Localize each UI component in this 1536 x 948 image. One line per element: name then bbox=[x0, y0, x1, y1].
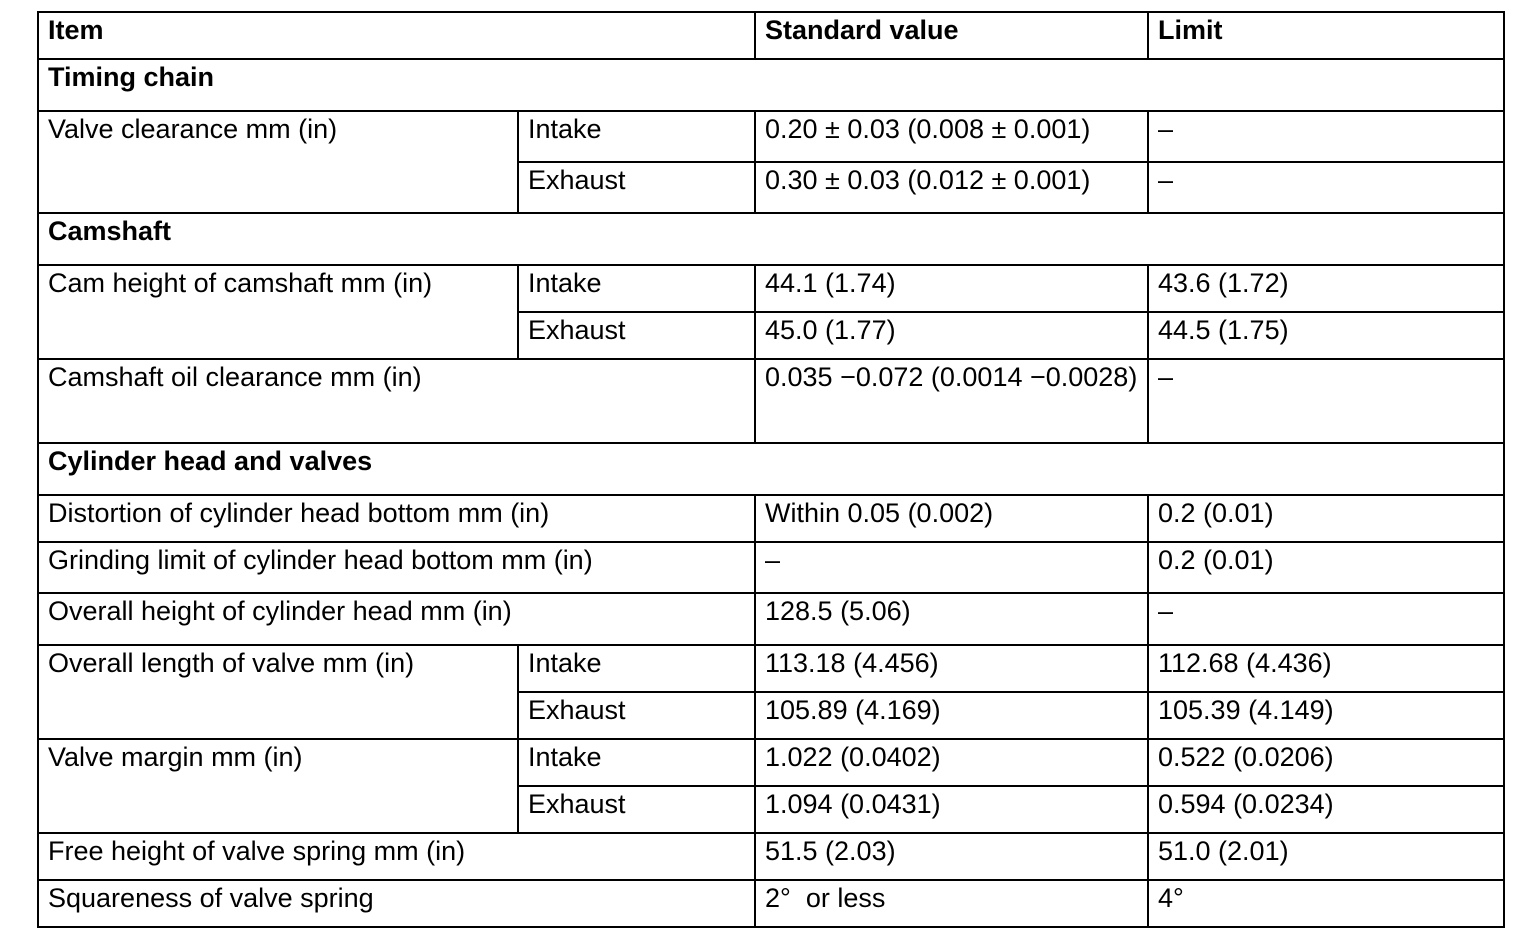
row-label: Cam height of camshaft mm (in) bbox=[38, 265, 518, 359]
table-row bbox=[38, 593, 1504, 645]
table-row bbox=[38, 495, 1504, 542]
row-limit: 51.0 (2.01) bbox=[1148, 833, 1504, 880]
section-title: Camshaft bbox=[38, 213, 1504, 265]
row-standard-value: 45.0 (1.77) bbox=[755, 312, 1148, 359]
row-sub-label: Exhaust bbox=[518, 162, 755, 213]
table-row bbox=[38, 645, 1504, 692]
table-row bbox=[38, 111, 1504, 162]
row-label: Overall height of cylinder head mm (in) bbox=[38, 593, 755, 645]
header-limit: Limit bbox=[1148, 12, 1504, 59]
table-row bbox=[38, 265, 1504, 312]
row-standard-value: 1.094 (0.0431) bbox=[755, 786, 1148, 833]
row-standard-value: – bbox=[755, 542, 1148, 593]
row-standard-value: 1.022 (0.0402) bbox=[755, 739, 1148, 786]
row-limit: 105.39 (4.149) bbox=[1148, 692, 1504, 739]
row-label: Valve clearance mm (in) bbox=[38, 111, 518, 213]
row-sub-label: Intake bbox=[518, 645, 755, 692]
row-limit: – bbox=[1148, 111, 1504, 162]
table-row bbox=[38, 542, 1504, 593]
row-limit: 0.594 (0.0234) bbox=[1148, 786, 1504, 833]
row-limit: 4° bbox=[1148, 880, 1504, 927]
specification-table bbox=[37, 11, 1505, 928]
row-standard-value: 113.18 (4.456) bbox=[755, 645, 1148, 692]
row-sub-label: Exhaust bbox=[518, 312, 755, 359]
header-standard-value: Standard value bbox=[755, 12, 1148, 59]
row-limit: 0.2 (0.01) bbox=[1148, 495, 1504, 542]
section-title: Timing chain bbox=[38, 59, 1504, 111]
row-limit: – bbox=[1148, 162, 1504, 213]
row-limit: 44.5 (1.75) bbox=[1148, 312, 1504, 359]
row-standard-value: 44.1 (1.74) bbox=[755, 265, 1148, 312]
row-label: Free height of valve spring mm (in) bbox=[38, 833, 755, 880]
row-limit: 0.2 (0.01) bbox=[1148, 542, 1504, 593]
row-limit: – bbox=[1148, 359, 1504, 443]
row-label: Grinding limit of cylinder head bottom mm (in) bbox=[38, 542, 755, 593]
row-sub-label: Exhaust bbox=[518, 692, 755, 739]
row-limit: 0.522 (0.0206) bbox=[1148, 739, 1504, 786]
row-label: Camshaft oil clearance mm (in) bbox=[38, 359, 755, 443]
row-standard-value: Within 0.05 (0.002) bbox=[755, 495, 1148, 542]
table-row bbox=[38, 880, 1504, 927]
section-row-camshaft bbox=[38, 213, 1504, 265]
row-sub-label: Intake bbox=[518, 739, 755, 786]
row-standard-value: 51.5 (2.03) bbox=[755, 833, 1148, 880]
row-limit: 112.68 (4.436) bbox=[1148, 645, 1504, 692]
table-row bbox=[38, 359, 1504, 443]
row-standard-value: 0.035 −0.072 (0.0014 −0.0028) bbox=[755, 359, 1148, 443]
row-standard-value: 105.89 (4.169) bbox=[755, 692, 1148, 739]
row-label: Overall length of valve mm (in) bbox=[38, 645, 518, 739]
table-header-row bbox=[38, 12, 1504, 59]
row-label: Distortion of cylinder head bottom mm (in) bbox=[38, 495, 755, 542]
row-sub-label: Intake bbox=[518, 111, 755, 162]
header-item: Item bbox=[38, 12, 755, 59]
row-standard-value: 0.20 ± 0.03 (0.008 ± 0.001) bbox=[755, 111, 1148, 162]
row-label: Valve margin mm (in) bbox=[38, 739, 518, 833]
section-row-timing-chain bbox=[38, 59, 1504, 111]
row-sub-label: Intake bbox=[518, 265, 755, 312]
table-row bbox=[38, 833, 1504, 880]
row-label: Squareness of valve spring bbox=[38, 880, 755, 927]
row-standard-value: 128.5 (5.06) bbox=[755, 593, 1148, 645]
row-limit: – bbox=[1148, 593, 1504, 645]
row-standard-value: 2° or less bbox=[755, 880, 1148, 927]
table-row bbox=[38, 739, 1504, 786]
section-title: Cylinder head and valves bbox=[38, 443, 1504, 495]
row-sub-label: Exhaust bbox=[518, 786, 755, 833]
section-row-cylinder-head-and-valves bbox=[38, 443, 1504, 495]
row-limit: 43.6 (1.72) bbox=[1148, 265, 1504, 312]
row-standard-value: 0.30 ± 0.03 (0.012 ± 0.001) bbox=[755, 162, 1148, 213]
